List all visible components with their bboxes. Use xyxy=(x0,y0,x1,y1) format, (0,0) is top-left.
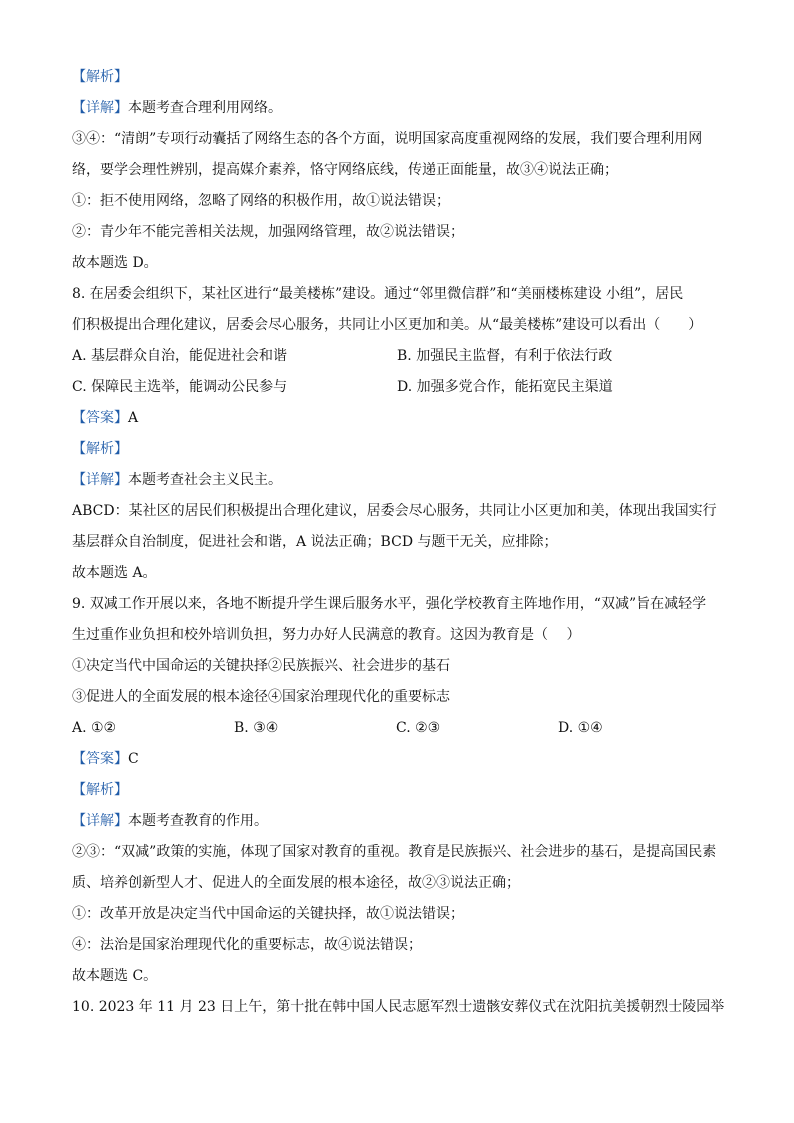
answer-line xyxy=(72,403,722,434)
explanation-line: ①：改革开放是决定当代中国命运的关键抉择，故①说法错误； xyxy=(72,906,464,922)
question-8-stem: 们积极提出合理化建议，居委会尽心服务，共同让小区更加和美。从“最美楼栋”建设可以看出（ ） xyxy=(72,317,703,333)
explanation-line: ABCD：某社区的居民们积极提出合理化建议，居委会尽心服务，共同让小区更加和美，体现出我国实行 xyxy=(72,503,717,519)
conclusion-line: 故本题选 C。 xyxy=(72,968,158,984)
detail-text: 本题考查教育的作用。 xyxy=(128,813,268,829)
detail-paragraph xyxy=(72,465,722,496)
question-8-options-row xyxy=(72,372,722,403)
explanation-line: 基层群众自治制度，促进社会和谐，A 说法正确；BCD 与题干无关，应排除； xyxy=(72,534,558,550)
explanation-line: ③④：“清朗”专项行动囊括了网络生态的各个方面，说明国家高度重视网络的发展，我们要合理利用网 xyxy=(72,131,703,147)
section-label-answer: 【答案】 xyxy=(72,410,128,426)
detail-text: 本题考查社会主义民主。 xyxy=(128,472,282,488)
question-9-stem: 9. 双减工作开展以来，各地不断提升学生课后服务水平，强化学校教育主阵地作用，“双减”旨在减轻学 xyxy=(72,596,707,612)
detail-paragraph xyxy=(72,806,722,837)
explanation-line: ②：青少年不能完善相关法规，加强网络管理，故②说法错误； xyxy=(72,224,464,240)
question-9-options-row xyxy=(72,713,722,744)
option-c: C. ②③ xyxy=(396,720,441,736)
option-d: D. 加强多党合作，能拓宽民主渠道 xyxy=(397,379,613,395)
question-10-stem: 10. 2023 年 11 月 23 日上午，第十批在韩中国人民志愿军烈士遗骸安葬仪式在沈阳抗美援朝烈士陵园举 xyxy=(72,999,725,1015)
explanation-line: ④：法治是国家治理现代化的重要标志，故④说法错误； xyxy=(72,937,422,953)
section-label-analysis: 【解析】 xyxy=(72,441,128,457)
question-8-options-row xyxy=(72,341,722,372)
question-9-statement: ①决定当代中国命运的关键抉择②民族振兴、社会进步的基石 xyxy=(72,658,450,674)
section-label-analysis: 【解析】 xyxy=(72,69,128,85)
option-a: A. 基层群众自治，能促进社会和谐 xyxy=(72,348,288,364)
option-a: A. ①② xyxy=(72,720,117,736)
section-label-detail: 【详解】 xyxy=(72,813,128,829)
explanation-line: 质、培养创新型人才、促进人的全面发展的根本途径，故②③说法正确； xyxy=(72,875,520,891)
option-b: B. ③④ xyxy=(234,720,279,736)
option-b: B. 加强民主监督，有利于依法行政 xyxy=(397,348,613,364)
section-label-answer: 【答案】 xyxy=(72,751,128,767)
question-9-stem: 生过重作业负担和校外培训负担，努力办好人民满意的教育。这因为教育是（ ） xyxy=(72,627,581,643)
section-label-analysis: 【解析】 xyxy=(72,782,128,798)
answer-line xyxy=(72,744,722,775)
explanation-line: ②③：“双减”政策的实施，体现了国家对教育的重视。教育是民族振兴、社会进步的基石，是提高国民素 xyxy=(72,844,717,860)
document-page xyxy=(72,62,725,1023)
question-9-statement: ③促进人的全面发展的根本途径④国家治理现代化的重要标志 xyxy=(72,689,450,705)
section-label-detail: 【详解】 xyxy=(72,100,128,116)
option-d: D. ①④ xyxy=(558,720,603,736)
answer-value: C xyxy=(128,751,139,767)
detail-paragraph xyxy=(72,93,722,124)
conclusion-line: 故本题选 A。 xyxy=(72,565,157,581)
conclusion-line: 故本题选 D。 xyxy=(72,255,158,271)
section-label-detail: 【详解】 xyxy=(72,472,128,488)
question-8-stem: 8. 在居委会组织下，某社区进行“最美楼栋”建设。通过“邻里微信群”和“美丽楼栋建设 小组”，居民 xyxy=(72,286,684,302)
explanation-line: 络，要学会理性辨别，提高媒介素养，恪守网络底线，传递正面能量，故③④说法正确； xyxy=(72,162,618,178)
option-c: C. 保障民主选举，能调动公民参与 xyxy=(72,379,288,395)
answer-value: A xyxy=(128,410,139,426)
detail-text: 本题考查合理利用网络。 xyxy=(128,100,282,116)
explanation-line: ①：拒不使用网络，忽略了网络的积极作用，故①说法错误； xyxy=(72,193,450,209)
